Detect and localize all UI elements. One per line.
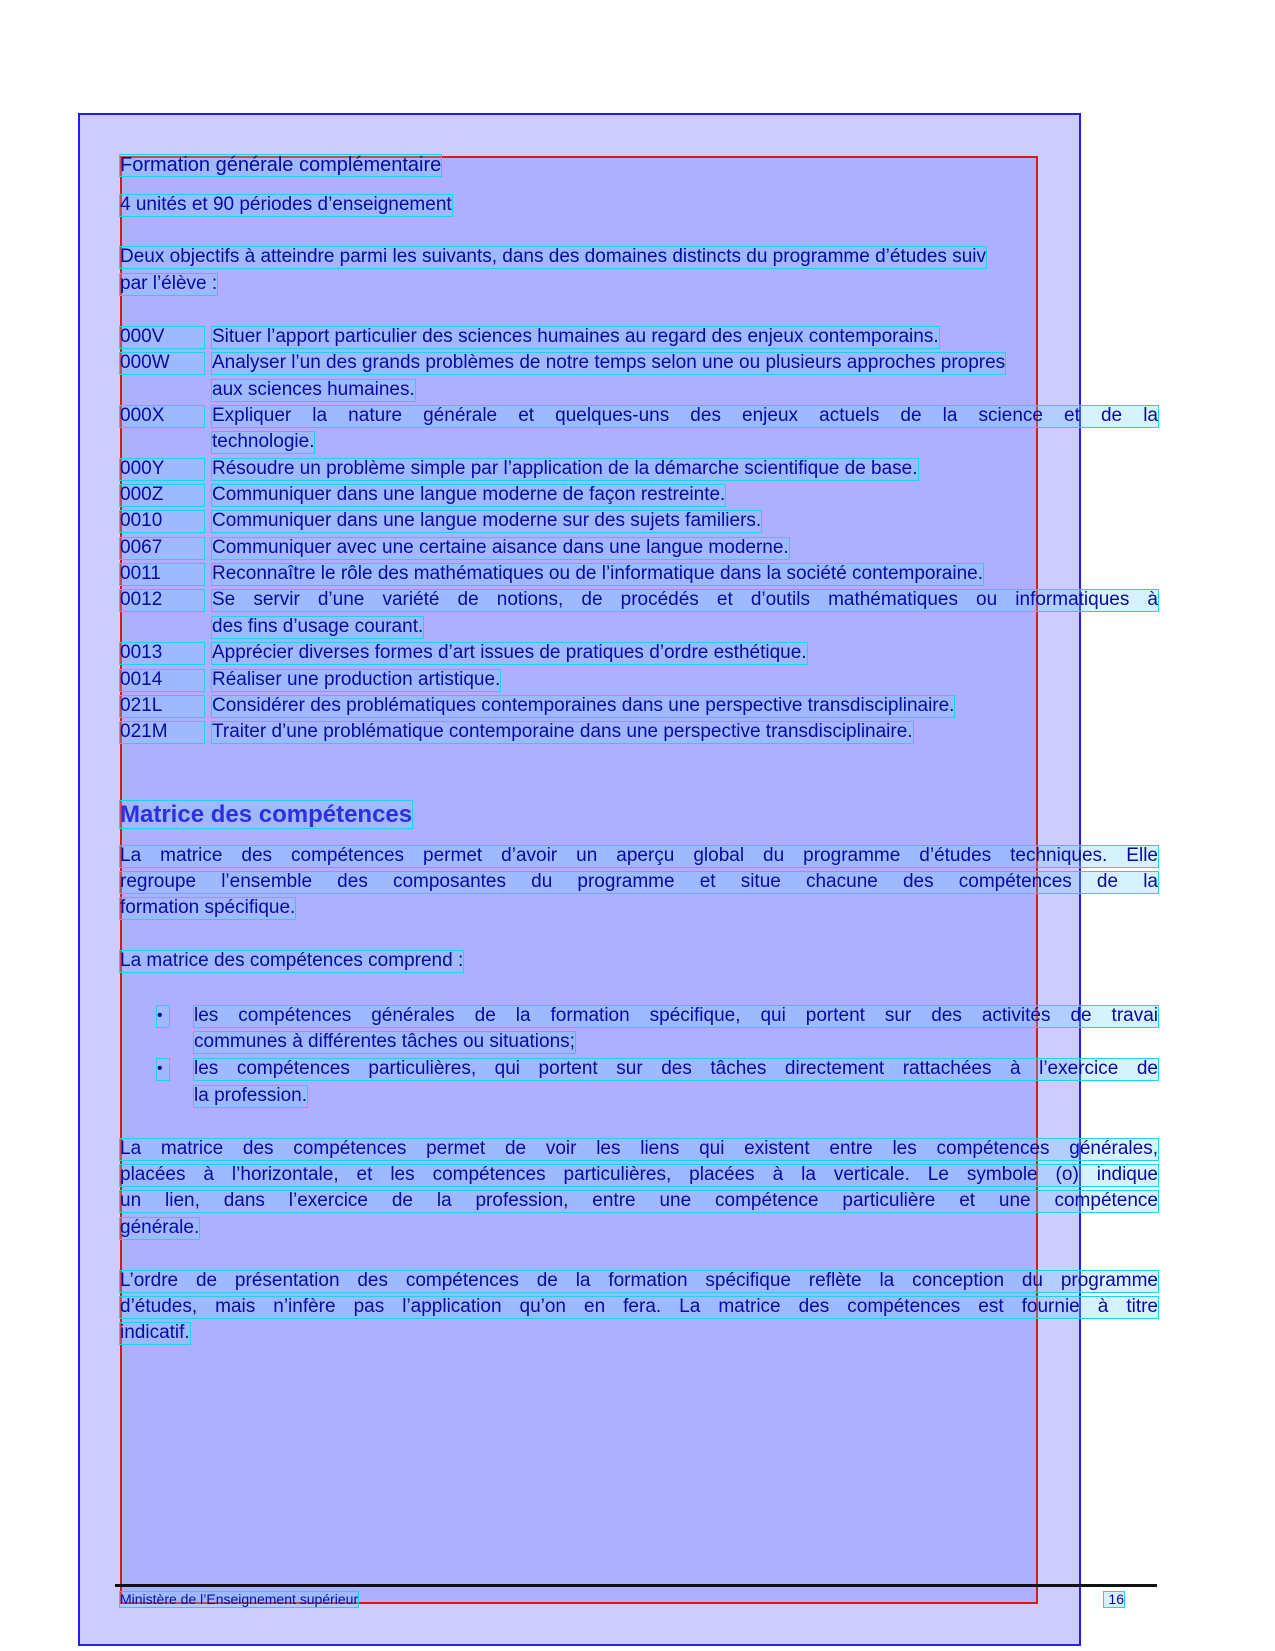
objective-text: Apprécier diverses formes d’art issues de pratiques d’ordre esthétique. [212, 642, 807, 663]
objective-code: 0067 [120, 538, 204, 559]
objective-text: Considérer des problématiques contemporaines dans une perspective transdisciplinaire. [212, 695, 955, 716]
matrix-p3-line: La matrice des compétences permet de voir les liens qui existent entre les compétences générales, [120, 1138, 1158, 1159]
objective-text: Se servir d’une variété de notions, de procédés et d’outils mathématiques ou informatiques à [212, 589, 1158, 610]
objective-text: Reconnaître le rôle des mathématiques ou de l’informatique dans la société contemporaine. [212, 563, 984, 584]
bullet-text-continued: la profession. [194, 1085, 308, 1106]
bullet-text: les compétences générales de la formation spécifique, qui portent sur des activités de travai [194, 1005, 1158, 1026]
intro-line-1: Deux objectifs à atteindre parmi les suivants, dans des domaines distincts du programme d’études suiv [120, 246, 986, 267]
bullet-text: les compétences particulières, qui portent sur des tâches directement rattachées à l’exercice de [194, 1058, 1158, 1079]
matrix-p4-line: indicatif. [120, 1322, 190, 1343]
matrix-p4-line: d’études, mais n’infère pas l’application qu’on en fera. La matrice des compétences est fournie à titre [120, 1296, 1158, 1317]
matrix-p1-line: La matrice des compétences permet d’avoir un aperçu global du programme d’études techniques. Elle [120, 845, 1158, 866]
objective-text: Situer l’apport particulier des sciences humaines au regard des enjeux contemporains. [212, 326, 939, 347]
matrix-heading: Matrice des compétences [120, 801, 413, 828]
matrix-p3-line: un lien, dans l’exercice de la profession, entre une compétence particulière et une compétence [120, 1190, 1158, 1211]
matrix-p3-line: placées à l’horizontale, et les compétences particulières, placées à la verticale. Le symbole (o) indique [120, 1164, 1158, 1185]
objective-code: 0013 [120, 643, 204, 664]
page-number: 16 [1104, 1592, 1124, 1607]
bullet-icon: • [157, 1059, 169, 1080]
objective-text: Résoudre un problème simple par l’application de la démarche scientifique de base. [212, 458, 918, 479]
objective-text-continued: des fins d’usage courant. [212, 616, 424, 637]
objective-code: 000X [120, 406, 204, 427]
section-title: Formation générale complémentaire [120, 154, 442, 176]
objective-text: Réaliser une production artistique. [212, 669, 501, 690]
objective-text-continued: technologie. [212, 431, 315, 452]
objective-code: 0014 [120, 670, 204, 691]
matrix-p3-line: générale. [120, 1217, 200, 1238]
bullet-text-continued: communes à différentes tâches ou situations; [194, 1031, 575, 1052]
footer-ministry: Ministère de l’Enseignement supérieur [120, 1591, 359, 1607]
objective-code: 000Y [120, 459, 204, 480]
objective-code: 000W [120, 353, 204, 374]
section-subtitle: 4 unités et 90 périodes d’enseignement [120, 194, 452, 215]
objective-code: 0012 [120, 590, 204, 611]
objective-text: Expliquer la nature générale et quelques-uns des enjeux actuels de la science et de la [212, 405, 1158, 426]
objective-code: 0010 [120, 511, 204, 532]
objective-text-continued: aux sciences humaines. [212, 379, 415, 400]
matrix-p4-line: L’ordre de présentation des compétences de la formation spécifique reflète la conception du programme [120, 1270, 1158, 1291]
matrix-p2: La matrice des compétences comprend : [120, 950, 464, 971]
bullet-icon: • [157, 1006, 169, 1027]
intro-line-2: par l’élève : [120, 273, 218, 294]
objective-text: Communiquer avec une certaine aisance dans une langue moderne. [212, 537, 789, 558]
objective-code: 021L [120, 696, 204, 717]
objective-text: Traiter d’une problématique contemporaine dans une perspective transdisciplinaire. [212, 721, 913, 742]
matrix-p1-line: formation spécifique. [120, 897, 296, 918]
objective-text: Communiquer dans une langue moderne de façon restreinte. [212, 484, 726, 505]
objective-text: Communiquer dans une langue moderne sur des sujets familiers. [212, 510, 762, 531]
objective-code: 0011 [120, 564, 204, 585]
objective-code: 021M [120, 722, 204, 743]
matrix-p1-line: regroupe l’ensemble des composantes du programme et situe chacune des compétences de la [120, 871, 1158, 892]
objective-text: Analyser l’un des grands problèmes de notre temps selon une ou plusieurs approches propres [212, 352, 1006, 373]
objective-code: 000V [120, 327, 204, 348]
footer-divider [115, 1584, 1157, 1587]
objective-code: 000Z [120, 485, 204, 506]
